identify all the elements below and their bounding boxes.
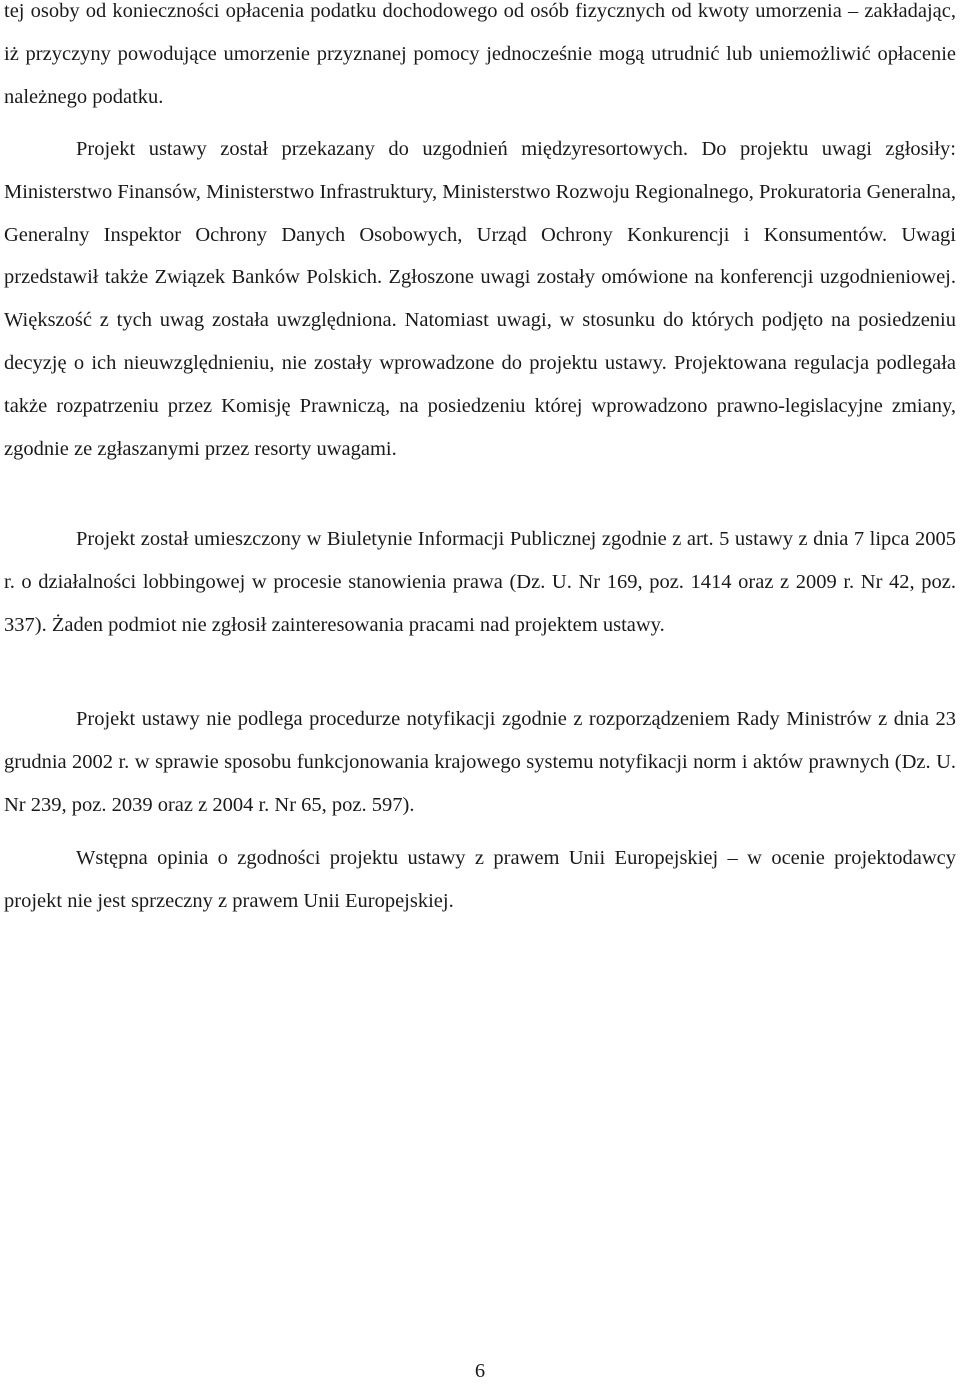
paragraph-bip-publication: Projekt został umieszczony w Biuletynie Informacji Publicznej zgodnie z art. 5 ustawy z dnia 7 lipca 2005 r. o działalności lobbingowej w procesie stanowienia prawa (Dz. U. Nr 169, poz. 1414 oraz z 2009 r. Nr 42, poz. 337). Żaden podmiot nie zgłosił zainteresowania pracami nad projektem ustawy.	[4, 528, 956, 636]
paragraph-continuation: tej osoby od konieczności opłacenia podatku dochodowego od osób fizycznych od kwoty umorzenia – zakładając, iż przyczyny powodujące umorzenie przyznanej pomocy jednocześnie mogą utrudnić lub uniemożliwić opłacenie należnego podatku.	[4, 0, 956, 108]
document-page	[4, 0, 956, 1385]
paragraph-notification: Projekt ustawy nie podlega procedurze notyfikacji zgodnie z rozporządzeniem Rady Ministrów z dnia 23 grudnia 2002 r. w sprawie sposobu funkcjonowania krajowego systemu notyfikacji norm i aktów prawnych (Dz. U. Nr 239, poz. 2039 oraz z 2004 r. Nr 65, poz. 597).	[4, 708, 956, 816]
paragraph-eu-compliance: Wstępna opinia o zgodności projektu ustawy z prawem Unii Europejskiej – w ocenie projektodawcy projekt nie jest sprzeczny z prawem Unii Europejskiej.	[4, 847, 956, 912]
page-number: 6	[474, 1360, 486, 1382]
paragraph-consultations: Projekt ustawy został przekazany do uzgodnień międzyresortowych. Do projektu uwagi zgłosiły: Ministerstwo Finansów, Ministerstwo Infrastruktury, Ministerstwo Rozwoju Regionalnego, Prokuratoria Generalna, Generalny Inspektor Ochrony Danych Osobowych, Urząd Ochrony Konkurencji i Konsumentów. Uwagi przedstawił także Związek Banków Polskich. Zgłoszone uwagi zostały omówione na konferencji uzgodnieniowej. Większość z tych uwag została uwzględniona. Natomiast uwagi, w stosunku do których podjęto na posiedzeniu decyzję o ich nieuwzględnieniu, nie zostały wprowadzone do projektu ustawy. Projektowana regulacja podlegała także rozpatrzeniu przez Komisję Prawniczą, na posiedzeniu której wprowadzono prawno-legislacyjne zmiany, zgodnie ze zgłaszanymi przez resorty uwagami.	[4, 138, 956, 460]
